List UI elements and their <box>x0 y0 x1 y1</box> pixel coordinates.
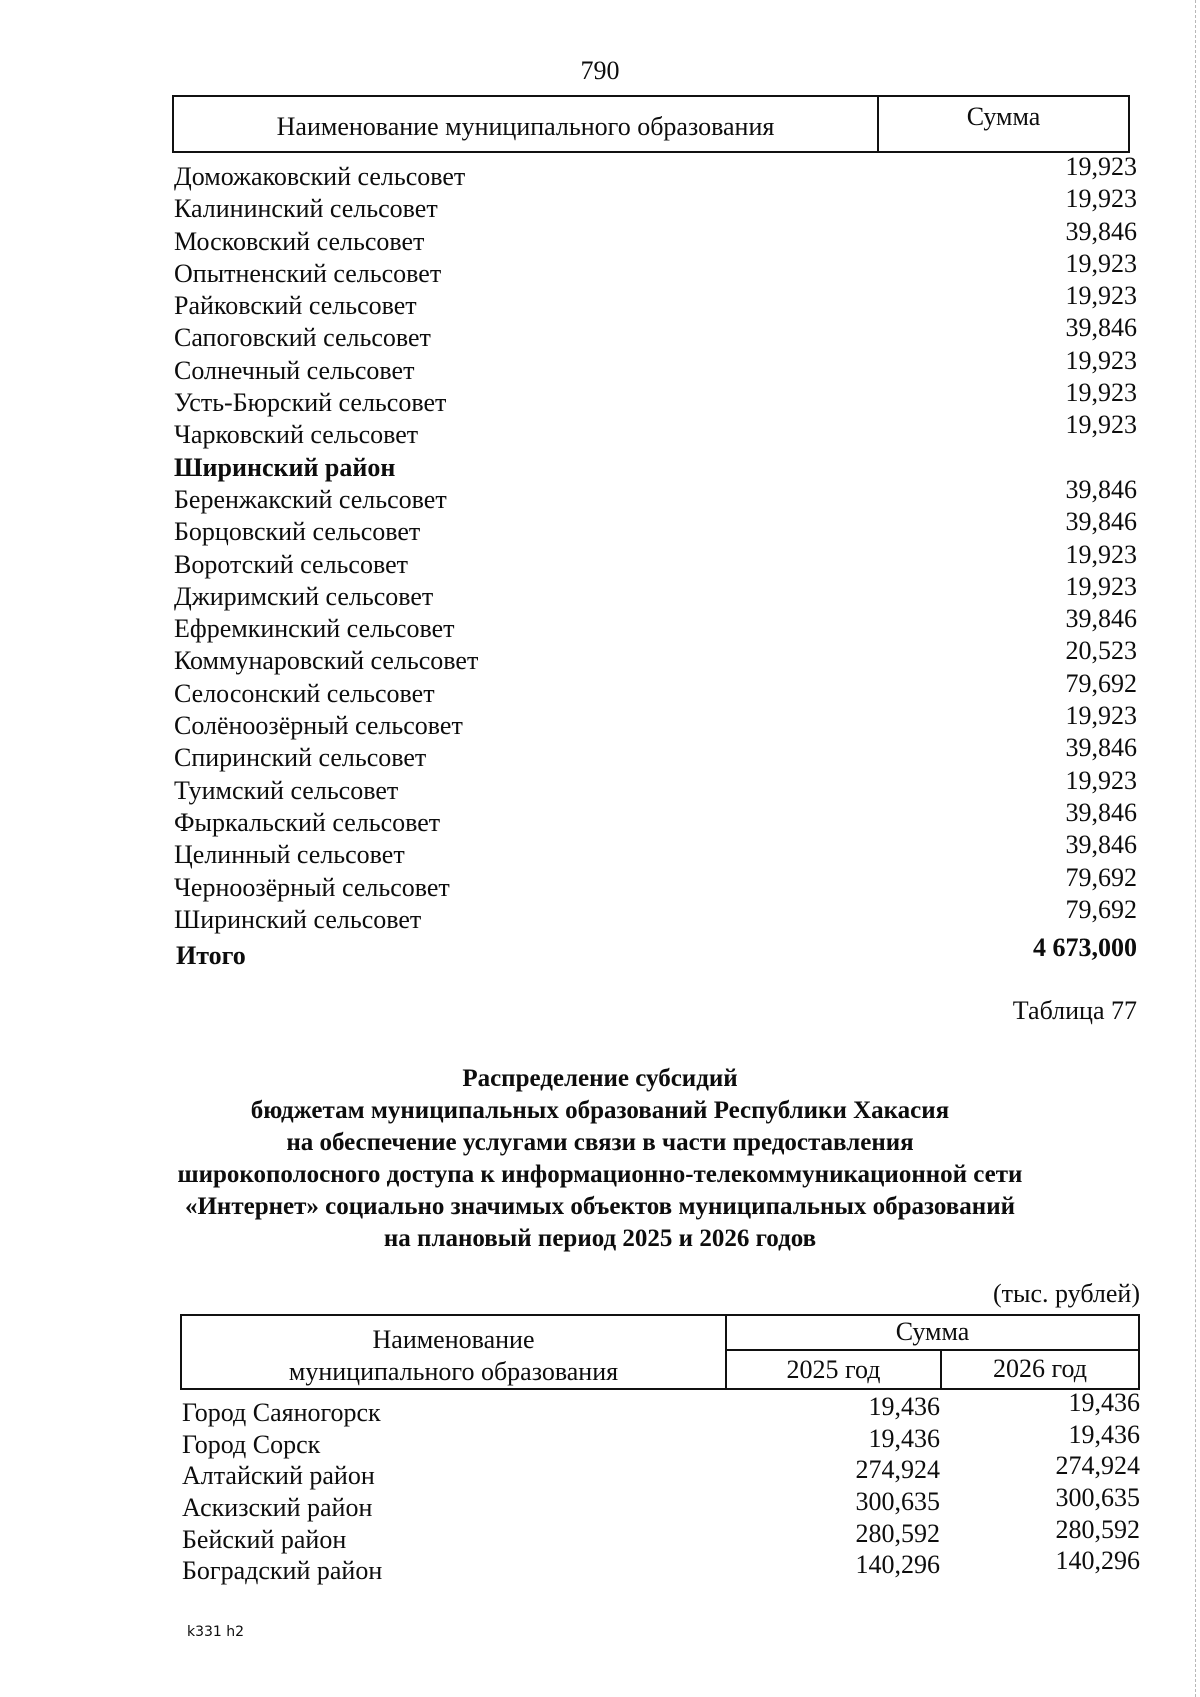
table-row <box>174 281 1137 321</box>
value-2025: 300,635 <box>855 1487 940 1517</box>
value-2025: 19,436 <box>868 1423 940 1453</box>
row-name: Московский сельсовет <box>174 226 425 256</box>
table2-body <box>180 1388 1140 1586</box>
title-line: на обеспечение услугами связи в части предоставления <box>286 1129 914 1156</box>
row-name: Целинный сельсовет <box>174 840 405 870</box>
value-2026: 19,436 <box>1068 1388 1140 1417</box>
row-value: 39,846 <box>1065 507 1137 537</box>
table-row <box>174 830 1137 870</box>
value-2025: 19,436 <box>868 1392 940 1421</box>
row-name: Туимский сельсовет <box>174 775 399 805</box>
row-name: Ефремкинский сельсовет <box>174 614 455 644</box>
row-value: 39,846 <box>1065 733 1137 763</box>
table-row <box>174 765 1137 806</box>
row-value: 79,692 <box>1065 894 1137 924</box>
row-name: Чарковский сельсовет <box>174 420 419 450</box>
value-2025: 274,924 <box>855 1455 940 1485</box>
value-2026: 274,924 <box>1055 1451 1140 1481</box>
table-row <box>174 571 1137 612</box>
table-row <box>174 184 1137 224</box>
row-name: Коммунаровский сельсовет <box>174 646 479 676</box>
value-2026: 280,592 <box>1055 1514 1140 1544</box>
table-group-row <box>174 451 1137 483</box>
row-name: Усть-Бюрский сельсовет <box>174 388 447 418</box>
row-name: Черноозёрный сельсовет <box>174 872 450 902</box>
table-row <box>174 636 1137 676</box>
row-name: Солёноозёрный сельсовет <box>174 711 463 741</box>
row-value: 19,923 <box>1065 184 1137 214</box>
page-number: 790 <box>580 56 620 85</box>
table-row <box>174 378 1137 418</box>
row-value: 79,692 <box>1065 668 1137 698</box>
title-line: на плановый период 2025 и 2026 годов <box>383 1225 817 1252</box>
row-name: Калининский сельсовет <box>174 194 438 224</box>
title-line: широкополосного доступа к информационно-телекоммуникационной сети <box>177 1161 1023 1188</box>
row-value: 19,923 <box>1065 701 1137 731</box>
table-number-label: Таблица 77 <box>1012 996 1137 1025</box>
row-name: Аскизский район <box>182 1493 373 1523</box>
row-value: 39,846 <box>1065 474 1137 504</box>
table-row <box>180 1419 1140 1460</box>
row-value: 39,846 <box>1065 830 1137 860</box>
table1-header <box>172 95 1130 153</box>
table-row <box>174 216 1137 257</box>
table-row <box>180 1514 1140 1555</box>
table-row <box>174 248 1137 289</box>
row-value: 19,923 <box>1065 571 1137 601</box>
row-value: 79,692 <box>1065 862 1137 892</box>
table-row <box>180 1451 1140 1491</box>
row-value: 19,923 <box>1065 410 1137 440</box>
row-name: Город Сорск <box>182 1429 321 1459</box>
row-name: Селосонский сельсовет <box>174 678 435 708</box>
table-row <box>180 1483 1140 1523</box>
table2-header-sum: Сумма <box>727 1316 1138 1351</box>
header-name-line2: муниципального образования <box>288 1357 619 1386</box>
row-value: 19,923 <box>1065 345 1137 375</box>
row-name: Джиримский сельсовет <box>174 581 434 611</box>
table1-total-row <box>174 935 1137 969</box>
scan-edge-line <box>1195 0 1196 1697</box>
value-2025: 140,296 <box>855 1550 940 1580</box>
table1-header-sum: Сумма <box>966 102 1041 131</box>
value-2026: 19,436 <box>1068 1419 1140 1449</box>
row-name: Опытненский сельсовет <box>174 258 442 288</box>
table-row <box>174 797 1137 838</box>
table-row <box>174 604 1137 644</box>
row-name: Райковский сельсовет <box>174 291 417 321</box>
table2-header-year-2026: 2026 год <box>993 1354 1087 1383</box>
table-row <box>174 345 1137 386</box>
row-name: Солнечный сельсовет <box>174 355 415 385</box>
row-name: Ширинский сельсовет <box>174 904 422 934</box>
title-line: «Интернет» социально значимых объектов муниципальных образований <box>184 1193 1016 1220</box>
table2-title <box>0 1063 1200 1255</box>
row-value: 39,846 <box>1065 313 1137 343</box>
row-name: Воротский сельсовет <box>174 549 408 579</box>
table-row <box>174 507 1137 547</box>
units-label: (тыс. рублей) <box>992 1279 1140 1308</box>
row-name: Доможаковский сельсовет <box>174 162 466 191</box>
row-name: Сапоговский сельсовет <box>174 323 431 353</box>
row-name: Спиринский сельсовет <box>174 743 427 773</box>
row-name: Беренжакский сельсовет <box>174 484 447 514</box>
table-row <box>180 1546 1140 1586</box>
table2-header-year-2025: 2025 год <box>727 1351 942 1388</box>
table-row <box>174 313 1137 353</box>
group-heading: Ширинский район <box>174 452 396 482</box>
row-name: Бейский район <box>182 1524 347 1554</box>
value-2026: 140,296 <box>1055 1546 1140 1576</box>
value-2026: 300,635 <box>1055 1483 1140 1513</box>
table-row <box>174 539 1137 580</box>
table2-header-name <box>182 1316 727 1388</box>
table-row <box>174 410 1137 450</box>
table2-header <box>180 1314 1140 1390</box>
row-value: 19,923 <box>1065 539 1137 569</box>
row-name: Город Саяногорск <box>182 1398 381 1427</box>
row-value: 19,923 <box>1065 281 1137 311</box>
row-name: Борцовский сельсовет <box>174 517 421 547</box>
row-value: 20,523 <box>1065 636 1137 666</box>
row-value: 39,846 <box>1065 216 1137 246</box>
header-name-line1: Наименование <box>372 1325 535 1354</box>
footer-code: k331 h2 <box>187 1624 245 1640</box>
table-row <box>174 894 1137 935</box>
table-row <box>174 701 1137 741</box>
table1-body <box>174 152 1137 971</box>
row-name: Фыркальский сельсовет <box>174 807 441 837</box>
title-line: бюджетам муниципальных образований Республики Хакасия <box>250 1097 950 1124</box>
row-value: 39,846 <box>1065 797 1137 827</box>
table-row <box>174 152 1137 192</box>
table-row <box>174 474 1137 515</box>
table1-header-name: Наименование муниципального образования <box>174 97 879 151</box>
title-line: Распределение субсидий <box>462 1065 738 1092</box>
row-name: Алтайский район <box>182 1461 375 1491</box>
table-row <box>174 668 1137 709</box>
row-name: Боградский район <box>182 1556 383 1586</box>
value-2025: 280,592 <box>855 1518 940 1548</box>
row-value: 19,923 <box>1065 152 1137 181</box>
total-value: 4 673,000 <box>1033 933 1137 963</box>
table-row <box>174 862 1137 903</box>
total-label: Итого <box>176 941 246 971</box>
row-value: 39,846 <box>1065 604 1137 634</box>
row-value: 19,923 <box>1065 378 1137 408</box>
table-row <box>174 733 1137 773</box>
table-row <box>180 1388 1140 1428</box>
row-value: 19,923 <box>1065 248 1137 278</box>
row-value: 19,923 <box>1065 765 1137 795</box>
